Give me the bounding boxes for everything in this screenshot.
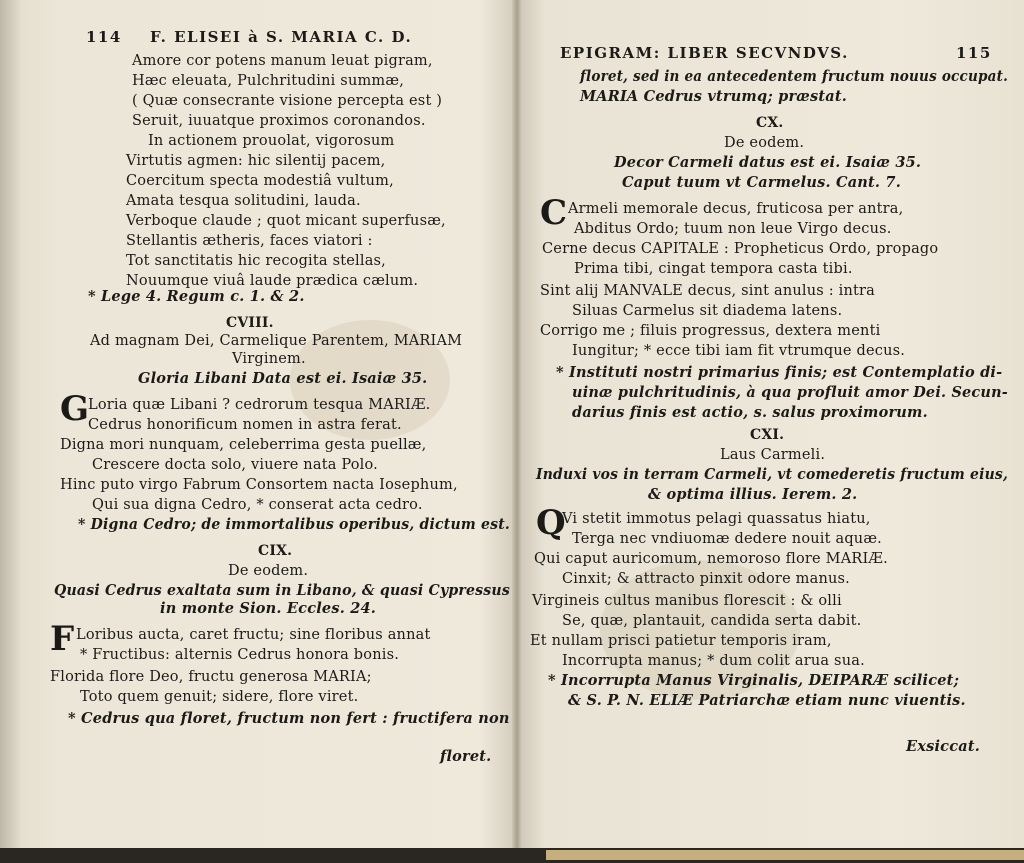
verse-line: Amore cor potens manum leuat pigram,	[132, 53, 433, 69]
right-page-number: 115	[956, 44, 992, 62]
verse-line: Crescere docta solo, viuere nata Polo.	[92, 457, 378, 473]
section-motto: Induxi vos in terram Carmeli, vt comederetis fructum eius,	[536, 466, 1008, 483]
verse-line: Vi stetit immotus pelagi quassatus hiatu,	[562, 511, 871, 527]
footnote-line: * Digna Cedro; de immortalibus operibus, dictum est.	[78, 516, 510, 533]
drop-cap: G	[60, 389, 90, 429]
drop-cap: C	[540, 193, 568, 233]
verse-line: Cinxit; & attracto pinxit odore manus.	[562, 571, 850, 587]
catchword: Exsiccat.	[906, 738, 980, 755]
left-running-head: F. ELISEI à S. MARIA C. D.	[150, 28, 413, 46]
carry-line: MARIA Cedrus vtrumq; præstat.	[580, 88, 848, 105]
verse-line: Toto quem genuit; sidere, flore viret.	[80, 689, 359, 705]
verse-line: Corrigo me ; filuis progressus, dextera menti	[540, 323, 881, 339]
verse-line: Virtutis agmen: hic silentij pacem,	[126, 153, 386, 169]
footnote-line: * Incorrupta Manus Virginalis, DEIPARÆ scilicet;	[548, 672, 960, 689]
verse-line: Florida flore Deo, fructu generosa MARIA;	[50, 669, 372, 685]
page-bottom-edge	[0, 848, 1024, 863]
section-title: Ad magnam Dei, Carmelique Parentem, MARIAM	[90, 333, 463, 349]
verse-line: Cerne decus CAPITALE : Propheticus Ordo, propago	[542, 241, 939, 257]
section-number: CIX.	[258, 543, 293, 559]
footnote-line: uinæ pulchritudinis, à qua profluit amor Dei. Secun-	[572, 384, 1008, 401]
section-title: Laus Carmeli.	[720, 447, 826, 463]
verse-line: Qui caput auricomum, nemoroso flore MARIÆ.	[534, 551, 888, 567]
verse-line: Loribus aucta, caret fructu; sine floribus annat	[76, 627, 431, 643]
verse-line: * Fructibus: alternis Cedrus honora bonis.	[80, 647, 400, 663]
section-motto: & optima illius. Ierem. 2.	[648, 486, 858, 503]
verse-line: Hinc puto virgo Fabrum Consortem nacta Iosephum,	[60, 477, 458, 493]
verse-line: ( Quæ consecrante visione percepta est )	[132, 93, 443, 109]
verse-line: In actionem prouolat, vigorosum	[148, 133, 395, 149]
section-number: CXI.	[750, 427, 785, 443]
verse-line: Incorrupta manus; * dum colit arua sua.	[562, 653, 865, 669]
verse-line: Tot sanctitatis hic recogita stellas,	[126, 253, 386, 269]
section-number: CX.	[756, 115, 784, 131]
footnote-line: floret.	[440, 748, 492, 765]
footnote-line: darius finis est actio, s. salus proximorum.	[572, 404, 928, 421]
drop-cap: Q	[536, 503, 566, 543]
section-motto: Caput tuum vt Carmelus. Cant. 7.	[622, 174, 901, 191]
verse-line: Se, quæ, plantauit, candida serta dabit.	[562, 613, 862, 629]
section-title: Virginem.	[232, 351, 306, 367]
verse-line: Prima tibi, cingat tempora casta tibi.	[574, 261, 853, 277]
section-title: De eodem.	[724, 135, 805, 151]
section-title: De eodem.	[228, 563, 309, 579]
verse-line: Nouumque viuâ laude prædica cælum.	[126, 273, 419, 289]
verse-line: Iungitur; * ecce tibi iam fit vtrumque decus.	[572, 343, 906, 359]
footnote-line: & S. P. N. ELIÆ Patriarchæ etiam nunc viuentis.	[568, 692, 966, 709]
verse-line: Verboque claude ; quot micant superfusæ,	[126, 213, 446, 229]
verse-line: Stellantis ætheris, faces viatori :	[126, 233, 373, 249]
drop-cap: F	[50, 619, 75, 659]
verse-line: Sint alij MANVALE decus, sint anulus : intra	[540, 283, 876, 299]
section-motto: Decor Carmeli datus est ei. Isaiæ 35.	[614, 154, 922, 171]
footnote-line: * Cedrus qua floret, fructum non fert : fructifera non	[68, 710, 510, 727]
section-number: CVIII.	[226, 315, 274, 331]
carry-line: floret, sed in ea antecedentem fructum nouus occupat.	[580, 68, 1008, 85]
book-gutter	[512, 0, 522, 852]
verse-line: Cedrus honorificum nomen in astra ferat.	[88, 417, 402, 433]
verse-line: Hæc eleuata, Pulchritudini summæ,	[132, 73, 405, 89]
verse-line: Abditus Ordo; tuum non leue Virgo decus.	[574, 221, 892, 237]
footnote-line: * Lege 4. Regum c. 1. & 2.	[88, 288, 305, 305]
verse-line: Terga nec vndiuomæ dedere nouit aquæ.	[572, 531, 882, 547]
verse-line: Loria quæ Libani ? cedrorum tesqua MARIÆ.	[88, 397, 431, 413]
verse-line: Amata tesqua solitudini, lauda.	[126, 193, 361, 209]
verse-line: Coercitum specta modestiâ vultum,	[126, 173, 394, 189]
verse-line: Virgineis cultus manibus florescit : & olli	[532, 593, 842, 609]
verse-line: Et nullam prisci patietur temporis iram,	[530, 633, 832, 649]
left-page-number: 114	[86, 28, 122, 46]
verse-line: Digna mori nunquam, celeberrima gesta puellæ,	[60, 437, 427, 453]
section-motto: in monte Sion. Eccles. 24.	[160, 600, 377, 617]
verse-line: Armeli memorale decus, fruticosa per antra,	[568, 201, 904, 217]
right-running-head: EPIGRAM: LIBER SECVNDVS.	[560, 44, 849, 62]
verse-line: Siluas Carmelus sit diadema latens.	[572, 303, 843, 319]
footnote-line: * Instituti nostri primarius finis; est Contemplatio di-	[556, 364, 1003, 381]
verse-line: Seruit, iuuatque proximos coronandos.	[132, 113, 426, 129]
section-motto: Gloria Libani Data est ei. Isaiæ 35.	[138, 370, 428, 387]
verse-line: Qui sua digna Cedro, * conserat acta cedro.	[92, 497, 423, 513]
section-motto: Quasi Cedrus exaltata sum in Libano, & quasi Cypressus	[54, 582, 510, 599]
